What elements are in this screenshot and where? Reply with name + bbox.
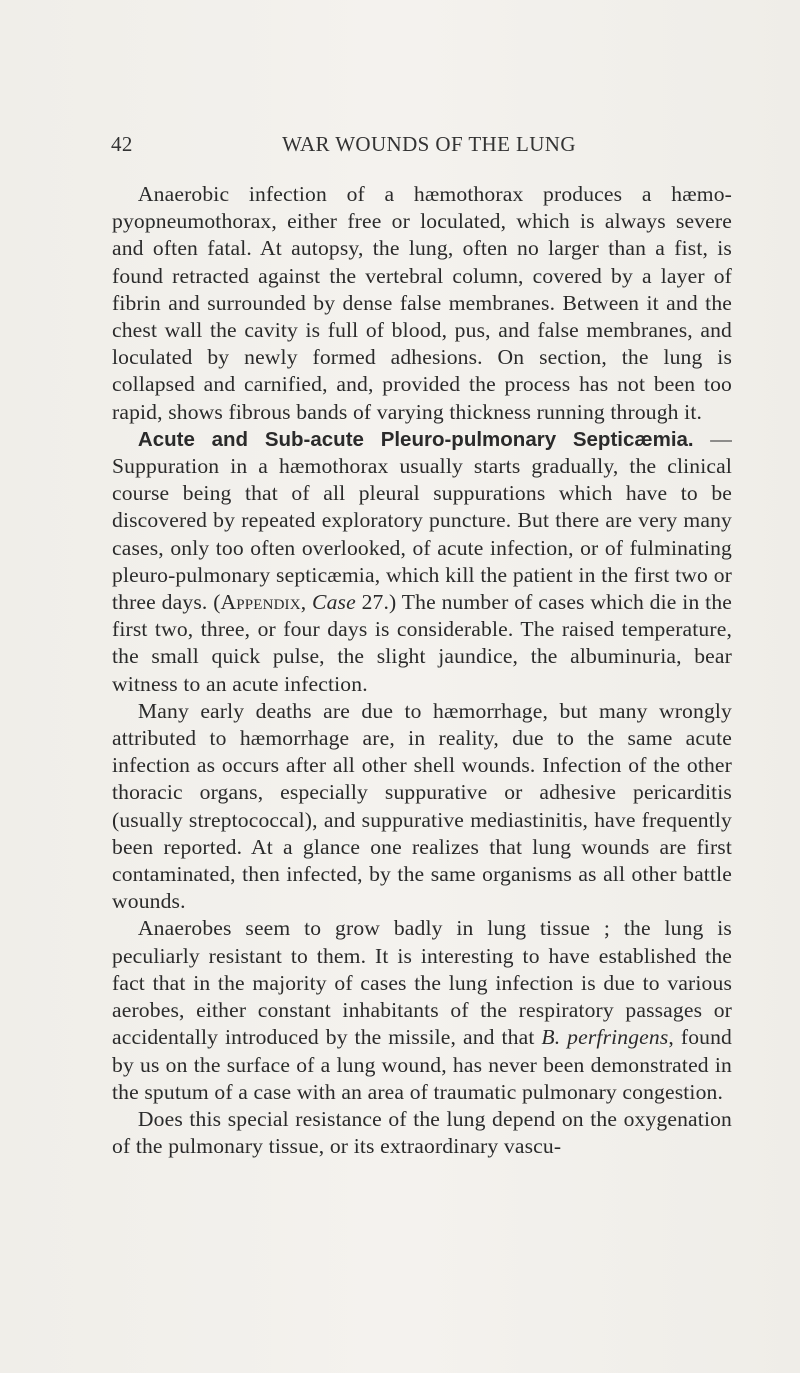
paragraph-anaerobic-infection: Anaerobic infection of a hæmothorax produces a hæmo-pyopneumothorax, either free or loculated, which is always severe and often fatal. At autopsy, the lung, often no larger than a fist, is found retracted against the vertebral column, covered by a layer of fibrin and surrounded by dense false membranes. Between it and the chest wall the cavity is full of blood, pus, and false membranes, and loculated by newly formed adhesions. On section, the lung is collapsed and carnified, and, provided the process has not been too rapid, shows fibrous bands of varying thickness running through it. <box>112 182 732 424</box>
paragraph-text: , <box>300 590 313 615</box>
section-heading: Acute and Sub-acute Pleuro-pulmonary Septicæmia. <box>137 427 694 451</box>
running-title: WAR WOUNDS OF THE LUNG <box>282 132 576 156</box>
page-header <box>111 132 731 158</box>
paragraph-anaerobes <box>112 915 732 1105</box>
paragraph-septicaemia <box>112 426 732 698</box>
paragraph-text: , found by us on the surface of a lung wound, has never been demonstrated in the sputum of a case with an area of traumatic pulmonary congestion. <box>112 1025 732 1104</box>
paragraph-text: 27.) The number of cases which die in the first two, three, or four days is considerable. The raised temperature, the small quick pulse, the slight jaundice, the albuminuria, bear witness to an acute infection. <box>112 590 733 696</box>
page-number: 42 <box>111 132 133 156</box>
paragraph-special-resistance: Does this special resistance of the lung depend on the oxygenation of the pulmonary tissue, or its extraordinary vascu- <box>112 1106 732 1159</box>
paragraph-early-deaths: Many early deaths are due to hæmorrhage, but many wrongly attributed to hæmorrhage are, in reality, due to the same acute infection as occurs after all other shell wounds. Infection of the other thoracic organs, especially suppurative or adhesive pericarditis (usually streptococcal), and suppurative mediastinitis, have frequently been reported. At a glance one realizes that lung wounds are first contaminated, then infected, by the same organisms as all other battle wounds. <box>112 698 732 914</box>
species-name: B. perfringens <box>541 1025 669 1050</box>
appendix-reference: Appendix <box>220 590 301 615</box>
case-reference: Case <box>312 590 356 615</box>
paragraph-text: Anaerobes seem to grow badly in lung tissue ; the lung is peculiarly resistant to them. It is interesting to have established the fact that in the majority of cases the lung infection is due to various aerobes, either constant inhabitants of the respiratory passages or accidentally introduced by the missile, and that <box>112 916 732 1050</box>
body-text <box>112 181 732 1160</box>
paragraph-text: Suppuration in a hæmothorax usually starts gradually, the clinical course being that of all pleural suppurations which have to be discovered by repeated exploratory puncture. But there are very many cases, only too often overlooked, of acute infection, or of fulminating pleuro-pulmonary septicæmia, which kill the patient in the first two or three days. ( <box>112 454 732 615</box>
heading-dash: — <box>693 426 732 451</box>
